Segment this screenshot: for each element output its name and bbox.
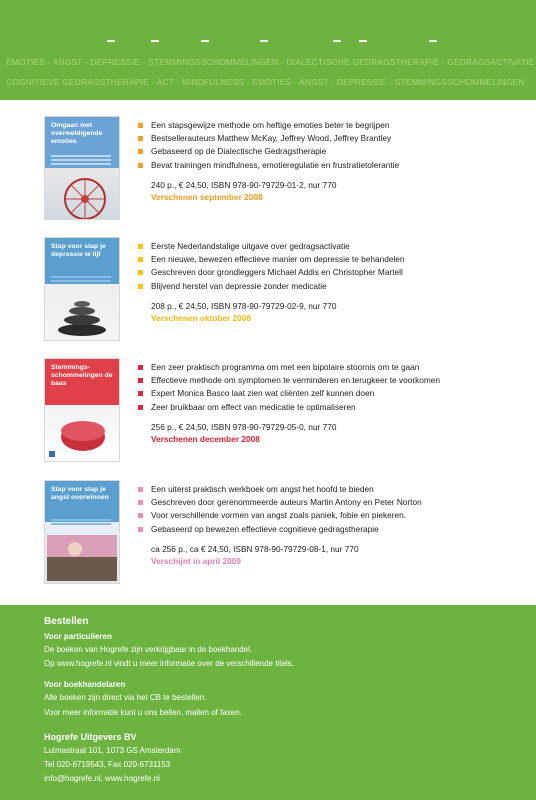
- book-meta: ca 256 p., ca € 24,50, ISBN 978-90-79729-08-1, nur 770: [151, 543, 359, 554]
- release-status: Verschenen december 2008: [151, 433, 260, 444]
- dash-mark: [260, 40, 268, 42]
- feature-bullet: Een uiterst praktisch werkboek om angst het hoofd te bieden: [138, 483, 528, 496]
- release-status: Verschenen oktober 2008: [151, 312, 252, 323]
- company-name: Hogrefe Uitgevers BV: [44, 732, 137, 742]
- private-buyers-line-1: De boeken van Hogrefe zijn verkrijgbaar in de boekhandel.: [44, 645, 253, 654]
- dash-mark: [359, 40, 367, 42]
- bookstores-heading: Voor boekhandelaren: [44, 680, 126, 689]
- bookstores-line-2: Voor meer informatie kunt u ons bellen, mailen of faxen.: [44, 708, 242, 717]
- header-topic-band-2: COGNITIEVE GEDRAGSTHERAPIE - ACT - MINDFULNESS - EMOTIES - ANGST - DEPRESSIE - STEMMINGSSCHOMMELINGEN: [6, 77, 525, 87]
- feature-bullet: Geschreven door gerenommeerde auteurs Martin Antony en Peter Norton: [138, 496, 528, 509]
- book-info: [138, 361, 528, 445]
- book-cover: [44, 237, 120, 341]
- dash-mark: [107, 40, 115, 42]
- cover-title: Stemmings- schommelingen de baas: [51, 364, 113, 387]
- book-info: [138, 119, 528, 203]
- feature-bullet: Blijvend herstel van depressie zonder medicatie: [138, 280, 528, 293]
- ferris-wheel-image: [45, 169, 119, 219]
- company-address: Lutmastraat 101, 1073 GS Amsterdam: [44, 746, 181, 755]
- private-buyers-line-2: Op www.hogrefe.nl vindt u meer informatie over de verschillende titels.: [44, 659, 294, 668]
- cover-title: Stap voor stap je depressie te lijf: [51, 243, 106, 258]
- company-email-web: info@hogrefe.nl, www.hogrefe.nl: [44, 774, 160, 783]
- header-topic-band-1: EMOTIES - ANGST - DEPRESSIE - STEMMINGSSCHOMMELINGEN - DIALECTISCHE GEDRAGSTHERAPIE - GEDRAGSACTIVATIE: [6, 57, 535, 67]
- feature-bullet: Voor verschillende vormen van angst zoals paniek, fobie en piekeren.: [138, 509, 528, 522]
- footer-order-info: [0, 605, 536, 800]
- order-heading: Bestellen: [44, 616, 89, 627]
- feature-bullet: Gebaseerd op de Dialectische Gedragstherapie: [138, 145, 528, 158]
- person-photo-image: [45, 527, 119, 583]
- feature-bullet: Een nieuwe, bewezen effectieve manier om depressie te behandelen: [138, 253, 528, 266]
- stones-image: [45, 288, 119, 338]
- cover-title: Stap voor stap je angst overwinnen: [51, 486, 109, 501]
- book-cover: [44, 358, 120, 462]
- release-status: Verschijnt in april 2009: [151, 555, 241, 566]
- dash-mark: [151, 40, 159, 42]
- feature-bullet: Effectieve methode om symptomen te verminderen en terugkeer te voorkomen: [138, 374, 528, 387]
- cover-title: Omgaan met overweldigende emoties: [51, 122, 103, 145]
- dash-mark: [333, 40, 341, 42]
- feature-bullet: Bevat trainingen mindfulness, emotieregulatie en frustratietolerantie: [138, 159, 528, 172]
- header-banner: [0, 0, 536, 100]
- book-entry-angst: [44, 480, 504, 584]
- feature-bullet: Geschreven door grondleggers Michael Addis en Christopher Martell: [138, 266, 528, 279]
- feature-bullet: Gebaseerd op bewezen effectieve cognitieve gedragstherapie: [138, 523, 528, 536]
- book-entry-depressie: [44, 237, 504, 341]
- book-entry-stemmingsschommelingen: [44, 358, 504, 462]
- cake-image: [45, 405, 119, 459]
- company-phone-fax: Tel 020-6719543, Fax 020-6731153: [44, 760, 171, 769]
- book-info: [138, 240, 528, 324]
- book-info: [138, 483, 528, 567]
- feature-bullet: Eerste Nederlandstalige uitgave over gedragsactivatie: [138, 240, 528, 253]
- bookstores-line-1: Alle boeken zijn direct via het CB te bestellen.: [44, 693, 207, 702]
- book-entry-emoties: [44, 116, 504, 220]
- header-dashes: [0, 34, 536, 46]
- feature-bullet: Expert Monica Basco laat zien wat cliënten zelf kunnen doen: [138, 387, 528, 400]
- release-status: Verschenen september 2008: [151, 191, 263, 202]
- book-meta: 240 p., € 24,50, ISBN 978-90-79729-01-2, nur 770: [151, 179, 337, 190]
- feature-bullet: Bestsellerauteurs Matthew McKay, Jeffrey Wood, Jeffrey Brantley: [138, 132, 528, 145]
- book-cover: [44, 480, 120, 584]
- private-buyers-heading: Voor particulieren: [44, 632, 112, 641]
- book-cover: [44, 116, 120, 220]
- dash-mark: [201, 40, 209, 42]
- feature-bullet: Een zeer praktisch programma om met een bipolaire stoornis om te gaan: [138, 361, 528, 374]
- feature-bullet: Zeer bruikbaar om effect van medicatie te optimaliseren: [138, 401, 528, 414]
- dash-mark: [429, 40, 437, 42]
- book-meta: 256 p., € 24,50, ISBN 978-90-79729-05-0, nur 770: [151, 421, 337, 432]
- book-meta: 208 p., € 24,50, ISBN 978-90-79729-02-9, nur 770: [151, 300, 337, 311]
- feature-bullet: Een stapsgewijze methode om heftige emoties beter te begrijpen: [138, 119, 528, 132]
